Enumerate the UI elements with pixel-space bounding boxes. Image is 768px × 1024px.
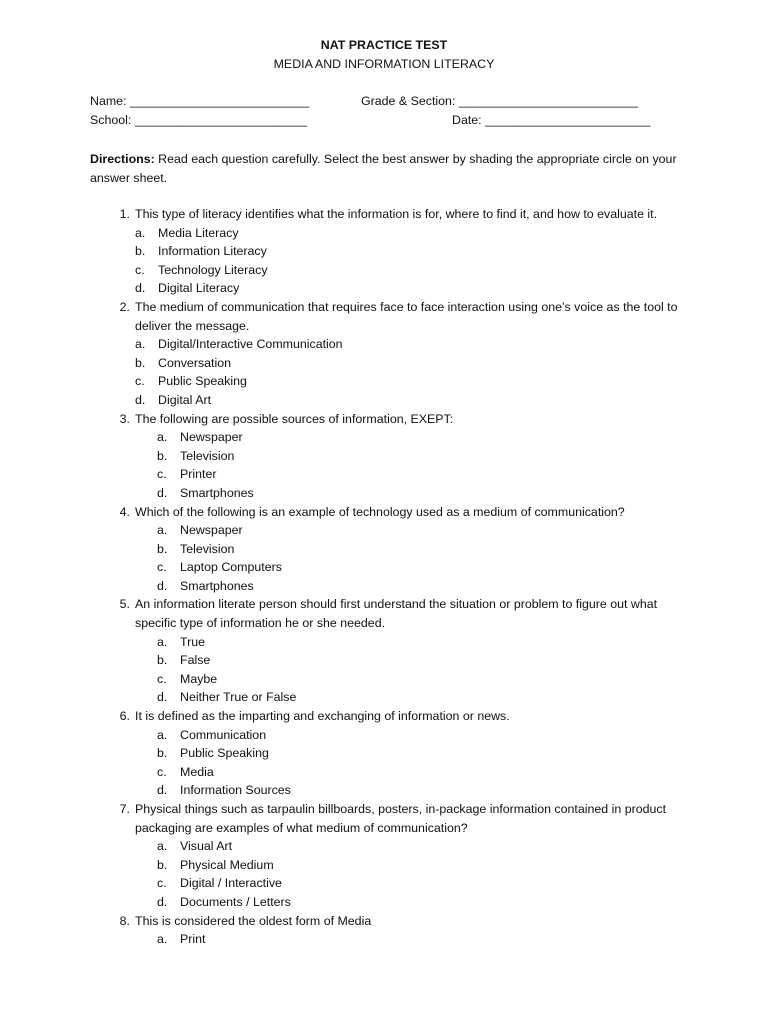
answer-option [135, 633, 678, 652]
option-text: Information Literacy [158, 244, 267, 259]
option-text: Digital / Interactive [180, 876, 282, 891]
question-item [110, 205, 678, 298]
option-list [135, 837, 678, 911]
option-letter: c. [157, 467, 167, 482]
question-list [110, 205, 678, 949]
answer-option [135, 930, 678, 949]
answer-option [135, 688, 678, 707]
question-text: The medium of communication that requires face to face interaction using one’s voice as the tool to deliver the message. [135, 299, 678, 333]
option-text: Maybe [180, 671, 218, 686]
answer-option [135, 744, 678, 763]
option-letter: d. [157, 485, 168, 500]
option-letter: a. [157, 932, 168, 947]
option-text: Print [180, 932, 206, 947]
answer-option [135, 279, 678, 298]
question-item [110, 410, 678, 503]
option-letter: b. [157, 857, 168, 872]
question-text: This type of literacy identifies what the information is for, where to find it, and how to evaluate it. [135, 207, 658, 221]
option-text: Newspaper [180, 430, 243, 445]
answer-option [135, 540, 678, 559]
option-text: Digital Art [158, 392, 212, 407]
answer-option [135, 242, 678, 261]
answer-option [135, 856, 678, 875]
question-number: 5. [119, 597, 130, 612]
option-text: Physical Medium [180, 857, 274, 872]
option-letter: b. [157, 448, 168, 463]
date-field: Date: ________________________ [452, 113, 651, 127]
option-text: Laptop Computers [180, 560, 282, 575]
question-number: 3. [119, 411, 130, 426]
option-text: Information Sources [180, 783, 291, 798]
option-text: Conversation [158, 355, 232, 370]
option-text: Visual Art [180, 839, 233, 854]
question-item [110, 800, 678, 912]
option-letter: c. [157, 876, 167, 891]
question-text: It is defined as the imparting and exchanging of information or news. [135, 709, 510, 724]
answer-option [135, 391, 678, 410]
directions-label: Directions: [90, 152, 155, 166]
answer-option [135, 354, 678, 373]
answer-option [135, 837, 678, 856]
option-text: True [180, 634, 206, 649]
page-title: NAT PRACTICE TEST [320, 38, 448, 52]
option-text: Neither True or False [180, 690, 297, 705]
answer-option [135, 577, 678, 596]
option-letter: a. [157, 727, 168, 742]
grade-section-field: Grade & Section: __________________________ [361, 94, 638, 108]
answer-option [135, 261, 678, 280]
question-number: 6. [119, 709, 130, 724]
option-text: Television [180, 448, 235, 463]
question-number: 8. [119, 913, 130, 928]
option-list [135, 521, 678, 595]
option-letter: b. [157, 653, 168, 668]
question-item [110, 298, 678, 410]
answer-option [135, 465, 678, 484]
name-field: Name: __________________________ [90, 94, 310, 108]
option-text: Documents / Letters [180, 894, 291, 909]
option-letter: c. [157, 671, 167, 686]
answer-option [135, 651, 678, 670]
question-number: 2. [119, 299, 130, 314]
answer-option [135, 447, 678, 466]
answer-option [135, 670, 678, 689]
option-letter: d. [157, 578, 168, 593]
option-text: Newspaper [180, 523, 243, 538]
option-text: Media Literacy [158, 225, 239, 240]
option-letter: b. [157, 541, 168, 556]
option-letter: d. [157, 783, 168, 798]
option-text: Smartphones [180, 578, 254, 593]
option-text: Technology Literacy [158, 262, 268, 277]
option-list [135, 633, 678, 707]
option-letter: a. [135, 337, 146, 352]
question-number: 1. [119, 207, 130, 221]
answer-option [135, 372, 678, 391]
answer-option [135, 726, 678, 745]
option-letter: d. [135, 392, 146, 407]
option-letter: b. [135, 244, 146, 259]
answer-option [135, 558, 678, 577]
question-item [110, 707, 678, 800]
option-list [135, 726, 678, 800]
question-text: Which of the following is an example of technology used as a medium of communication? [135, 504, 625, 519]
school-field: School: _________________________ [90, 113, 308, 127]
question-text: The following are possible sources of information, EXEPT: [135, 411, 454, 426]
question-text: Physical things such as tarpaulin billboards, posters, in-package information contained in product packaging are examples of what medium of communication? [135, 802, 667, 835]
page-subtitle: MEDIA AND INFORMATION LITERACY [273, 57, 495, 71]
answer-option [135, 763, 678, 782]
option-letter: a. [157, 523, 168, 538]
question-number: 4. [119, 504, 130, 519]
option-letter: c. [157, 764, 167, 779]
option-text: Printer [180, 467, 217, 482]
option-text: Digital Literacy [158, 281, 240, 296]
option-text: Television [180, 541, 235, 556]
option-letter: a. [157, 430, 168, 445]
question-text: This is considered the oldest form of Media [135, 913, 372, 928]
option-list [135, 224, 678, 298]
option-letter: c. [157, 560, 167, 575]
answer-option [135, 484, 678, 503]
question-number: 7. [119, 802, 130, 816]
option-letter: a. [157, 634, 168, 649]
answer-option [135, 521, 678, 540]
answer-option [135, 428, 678, 447]
answer-option [135, 224, 678, 243]
option-letter: d. [135, 281, 146, 296]
answer-option [135, 781, 678, 800]
answer-option [135, 874, 678, 893]
option-letter: c. [135, 374, 145, 389]
option-list [135, 335, 678, 409]
option-letter: d. [157, 894, 168, 909]
question-item [110, 595, 678, 707]
option-list [135, 428, 678, 502]
option-text: Smartphones [180, 485, 254, 500]
option-letter: b. [135, 355, 146, 370]
question-item [110, 503, 678, 596]
option-letter: a. [157, 839, 168, 854]
option-letter: b. [157, 746, 168, 761]
option-text: Media [180, 764, 214, 779]
option-text: Public Speaking [158, 374, 247, 389]
option-text: Communication [180, 727, 267, 742]
option-letter: a. [135, 225, 146, 240]
directions-text: Read each question carefully. Select the best answer by shading the appropriate circle on your answer sheet. [90, 152, 677, 185]
question-item [110, 912, 678, 949]
answer-option [135, 335, 678, 354]
directions [90, 150, 680, 187]
option-letter: d. [157, 690, 168, 705]
answer-option [135, 893, 678, 912]
option-text: Digital/Interactive Communication [158, 337, 343, 352]
option-list [135, 930, 678, 949]
option-text: Public Speaking [180, 746, 269, 761]
question-text: An information literate person should first understand the situation or problem to figure out what specific type of information he or she needed. [135, 597, 658, 631]
option-text: False [180, 653, 211, 668]
option-letter: c. [135, 262, 145, 277]
